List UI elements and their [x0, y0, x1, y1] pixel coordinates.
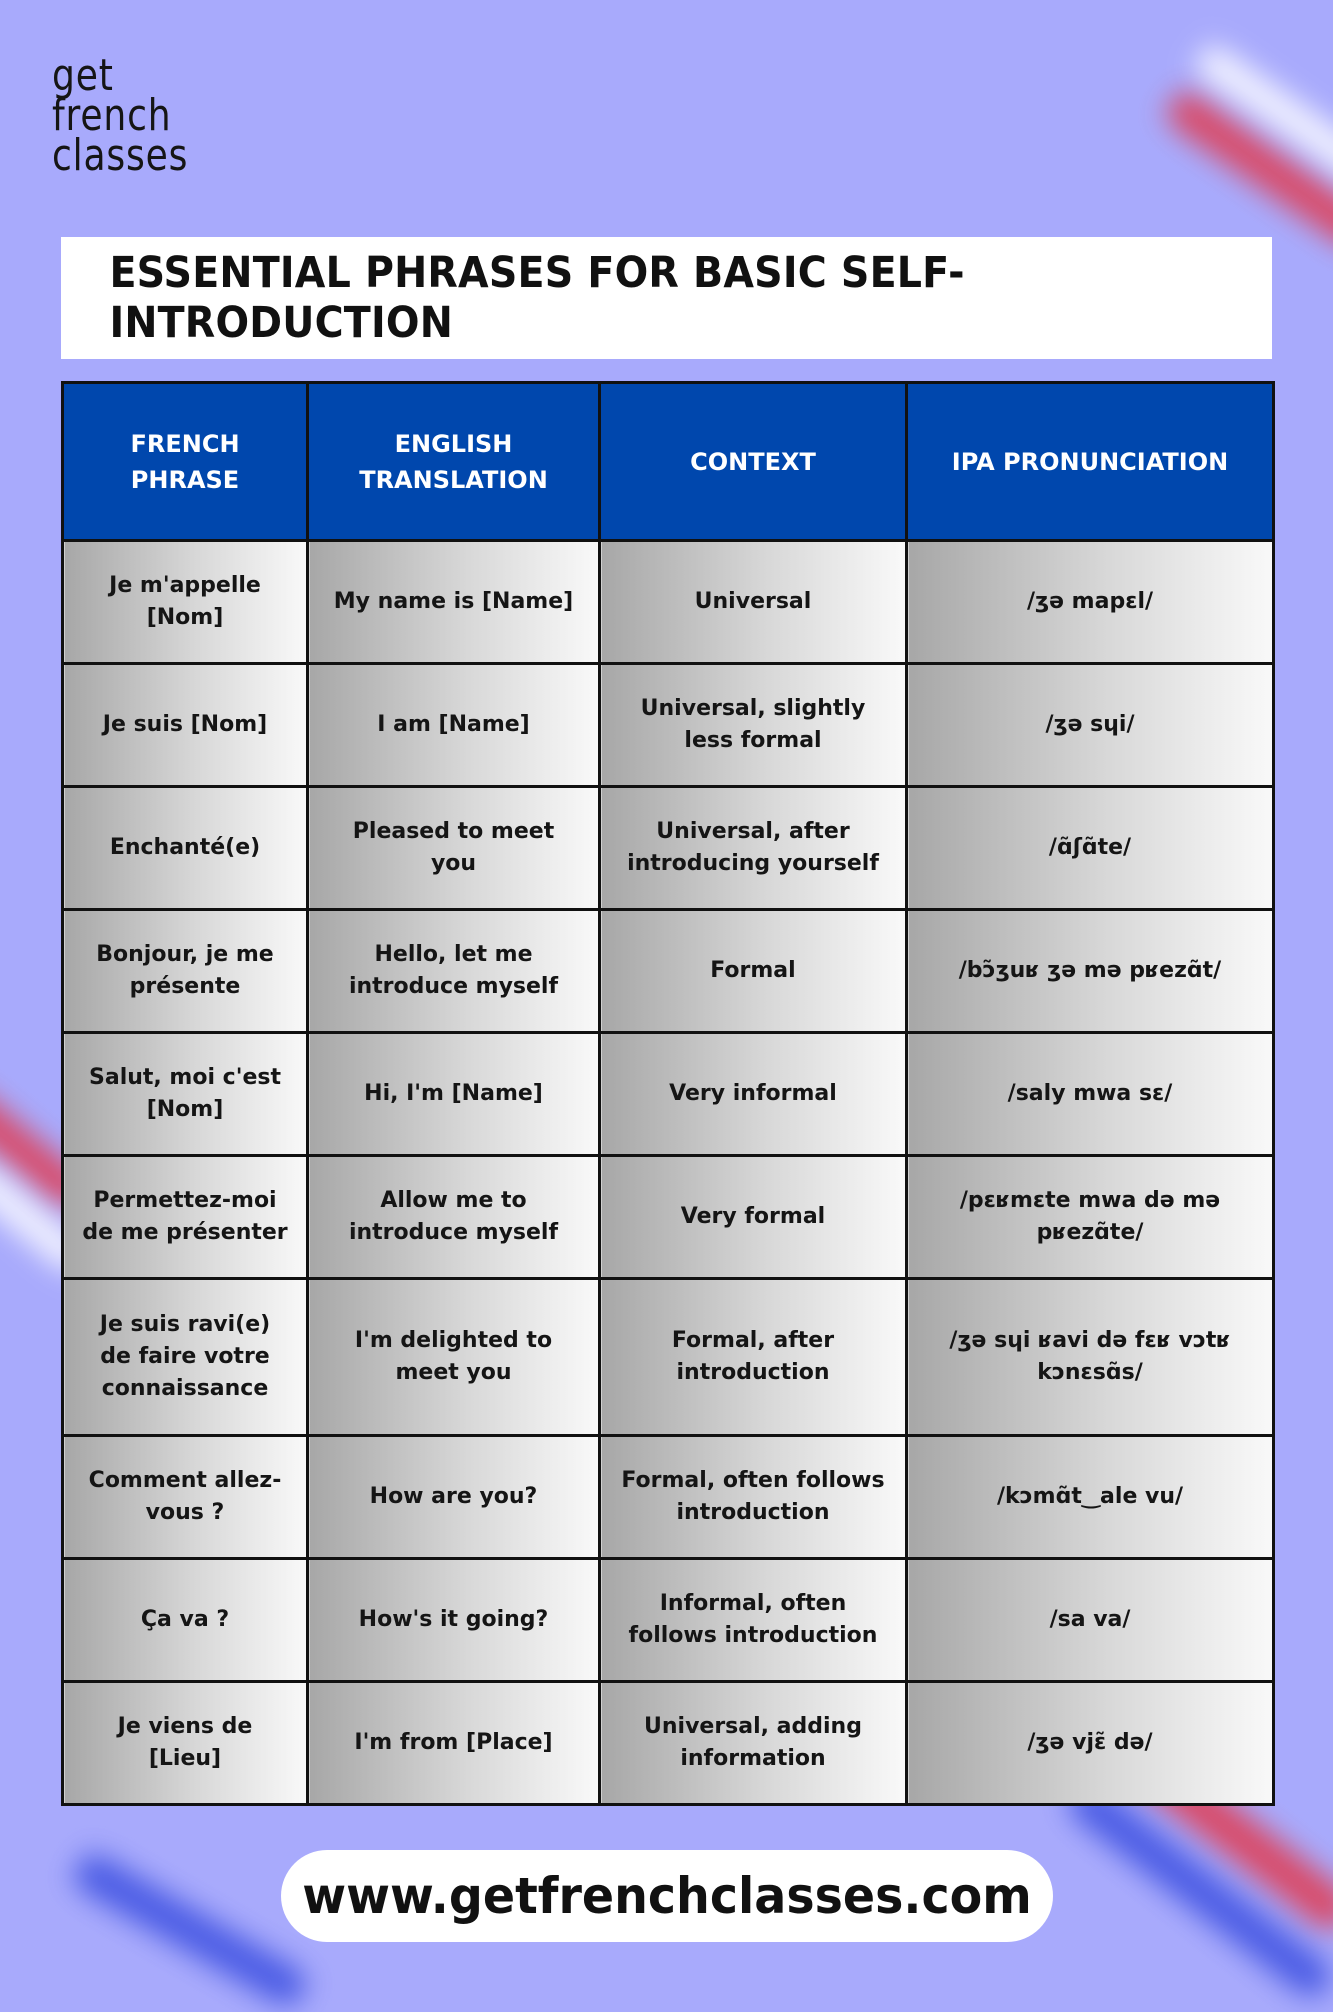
- cell-french: Je suis ravi(e) de faire votre connaissance: [63, 1279, 308, 1436]
- cell-context: Formal: [600, 910, 907, 1033]
- cell-ipa: /ʒə sɥi ʁavi də fɛʁ vɔtʁ kɔnɛsɑ̃s/: [907, 1279, 1274, 1436]
- cell-ipa: /ʒə sɥi/: [907, 664, 1274, 787]
- header-ipa-pronunciation: IPA PRONUNCIATION: [907, 383, 1274, 541]
- cell-english: I am [Name]: [308, 664, 600, 787]
- website-url[interactable]: www.getfrenchclasses.com: [302, 1867, 1032, 1925]
- header-english-translation: ENGLISH TRANSLATION: [308, 383, 600, 541]
- flag-streak-decoration: [67, 1848, 312, 2012]
- cell-french: Je viens de [Lieu]: [63, 1682, 308, 1805]
- cell-context: Formal, after introduction: [600, 1279, 907, 1436]
- cell-english: Pleased to meet you: [308, 787, 600, 910]
- cell-context: Formal, often follows introduction: [600, 1436, 907, 1559]
- logo-line-classes: classes: [52, 130, 189, 181]
- cell-english: Hello, let me introduce myself: [308, 910, 600, 1033]
- cell-ipa: /kɔmɑ̃t‿ale vu/: [907, 1436, 1274, 1559]
- header-french-phrase: FRENCH PHRASE: [63, 383, 308, 541]
- cell-french: Ça va ?: [63, 1559, 308, 1682]
- cell-ipa: /ʒə vjɛ̃ də/: [907, 1682, 1274, 1805]
- table-row: [63, 1559, 1274, 1682]
- cell-context: Universal, adding information: [600, 1682, 907, 1805]
- cell-english: Hi, I'm [Name]: [308, 1033, 600, 1156]
- cell-french: Salut, moi c'est [Nom]: [63, 1033, 308, 1156]
- cell-ipa: /sa va/: [907, 1559, 1274, 1682]
- page-title: ESSENTIAL PHRASES FOR BASIC SELF-INTRODUCTION: [109, 248, 965, 348]
- table-row: [63, 787, 1274, 910]
- table-row: [63, 541, 1274, 664]
- cell-english: I'm delighted to meet you: [308, 1279, 600, 1436]
- cell-english: Allow me to introduce myself: [308, 1156, 600, 1279]
- cell-context: Informal, often follows introduction: [600, 1559, 907, 1682]
- website-url-pill[interactable]: [281, 1850, 1053, 1942]
- cell-english: How are you?: [308, 1436, 600, 1559]
- table-header-row: [63, 383, 1274, 541]
- cell-french: Enchanté(e): [63, 787, 308, 910]
- cell-french: Je m'appelle [Nom]: [63, 541, 308, 664]
- cell-english: I'm from [Place]: [308, 1682, 600, 1805]
- header-context: CONTEXT: [600, 383, 907, 541]
- cell-french: Je suis [Nom]: [63, 664, 308, 787]
- cell-ipa: /ʒə mapɛl/: [907, 541, 1274, 664]
- table-row: [63, 1436, 1274, 1559]
- cell-context: Universal: [600, 541, 907, 664]
- cell-context: Universal, after introducing yourself: [600, 787, 907, 910]
- table-row: [63, 1682, 1274, 1805]
- cell-ipa: /pɛʁmɛte mwa də mə pʁezɑ̃te/: [907, 1156, 1274, 1279]
- cell-french: Permettez-moi de me présenter: [63, 1156, 308, 1279]
- cell-ipa: /ɑ̃ʃɑ̃te/: [907, 787, 1274, 910]
- table-row: [63, 1279, 1274, 1436]
- cell-ipa: /bɔ̃ʒuʁ ʒə mə pʁezɑ̃t/: [907, 910, 1274, 1033]
- title-banner: [61, 237, 1272, 359]
- logo-line-french: french: [52, 90, 172, 141]
- cell-french: Bonjour, je me présente: [63, 910, 308, 1033]
- logo-line-get: get: [52, 50, 114, 101]
- table-row: [63, 664, 1274, 787]
- table-row: [63, 910, 1274, 1033]
- cell-ipa: /saly mwa sɛ/: [907, 1033, 1274, 1156]
- cell-french: Comment allez-vous ?: [63, 1436, 308, 1559]
- cell-english: How's it going?: [308, 1559, 600, 1682]
- brand-logo: [52, 50, 189, 181]
- phrases-table: [61, 381, 1275, 1806]
- table-row: [63, 1156, 1274, 1279]
- cell-context: Universal, slightly less formal: [600, 664, 907, 787]
- table-row: [63, 1033, 1274, 1156]
- cell-context: Very informal: [600, 1033, 907, 1156]
- cell-english: My name is [Name]: [308, 541, 600, 664]
- cell-context: Very formal: [600, 1156, 907, 1279]
